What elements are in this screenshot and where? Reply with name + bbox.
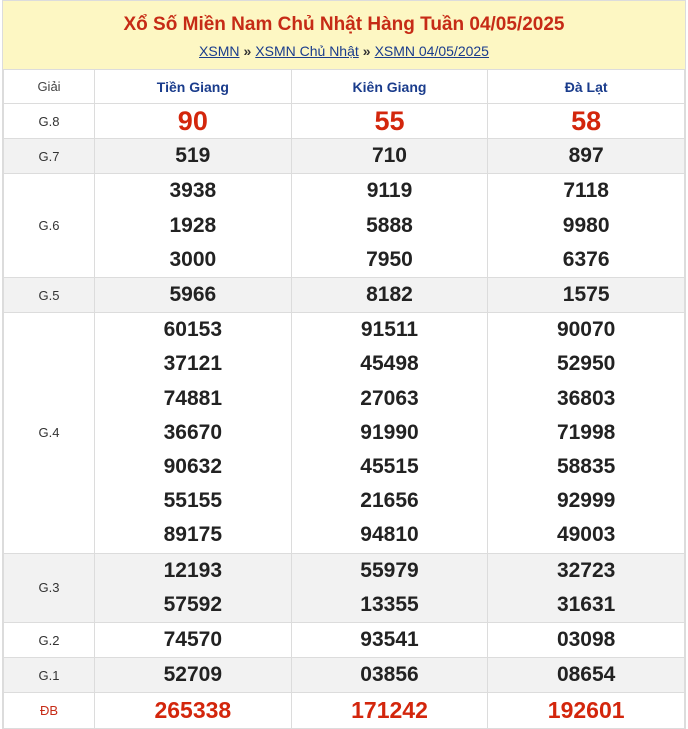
winning-number: 74570 bbox=[163, 628, 223, 652]
result-cell-tien-giang bbox=[95, 313, 292, 553]
table-row bbox=[4, 278, 685, 313]
winning-number: 519 bbox=[175, 144, 211, 168]
result-cell-tien-giang bbox=[95, 693, 292, 728]
result-cell-tien-giang bbox=[95, 623, 292, 658]
result-cell-da-lat bbox=[488, 693, 685, 728]
prize-label: G.4 bbox=[4, 313, 95, 553]
winning-number: 90070 bbox=[556, 318, 616, 342]
winning-number: 8182 bbox=[366, 283, 413, 307]
winning-number: 89175 bbox=[163, 523, 223, 547]
prize-label: ĐB bbox=[4, 693, 95, 728]
winning-number: 71998 bbox=[556, 420, 616, 444]
winning-number: 6376 bbox=[562, 247, 610, 271]
winning-number: 710 bbox=[371, 144, 407, 168]
column-header-da-lat: Đà Lạt bbox=[488, 70, 685, 104]
column-header-tien-giang: Tiền Giang bbox=[95, 70, 292, 104]
result-cell-kien-giang bbox=[291, 623, 488, 658]
winning-number: 94810 bbox=[360, 523, 419, 547]
winning-number: 36803 bbox=[556, 386, 616, 410]
result-cell-tien-giang bbox=[95, 278, 292, 313]
result-cell-da-lat bbox=[488, 313, 685, 553]
winning-number: 90 bbox=[177, 106, 208, 136]
breadcrumb-xsmn-date[interactable]: XSMN 04/05/2025 bbox=[374, 43, 489, 59]
table-row bbox=[4, 313, 685, 553]
table-row bbox=[4, 623, 685, 658]
winning-number: 5888 bbox=[366, 213, 413, 237]
result-cell-da-lat bbox=[488, 139, 685, 174]
winning-number: 32723 bbox=[556, 558, 616, 582]
winning-number: 52709 bbox=[163, 663, 223, 687]
result-cell-da-lat bbox=[488, 104, 685, 139]
table-row bbox=[4, 174, 685, 278]
column-header-prize: Giải bbox=[4, 70, 95, 104]
winning-number: 13355 bbox=[360, 592, 419, 616]
table-row bbox=[4, 139, 685, 174]
winning-number: 1928 bbox=[169, 213, 217, 237]
winning-number: 08654 bbox=[556, 663, 616, 687]
winning-number: 45498 bbox=[360, 352, 419, 376]
winning-number: 92999 bbox=[556, 489, 616, 513]
table-row bbox=[4, 553, 685, 622]
winning-number: 03098 bbox=[556, 628, 616, 652]
table-header-row bbox=[4, 70, 685, 104]
result-cell-da-lat bbox=[488, 623, 685, 658]
result-cell-kien-giang bbox=[291, 278, 488, 313]
prize-label: G.5 bbox=[4, 278, 95, 313]
breadcrumb bbox=[3, 42, 685, 60]
prize-label: G.3 bbox=[4, 553, 95, 622]
prize-label: G.8 bbox=[4, 104, 95, 139]
prize-label: G.1 bbox=[4, 658, 95, 693]
result-cell-tien-giang bbox=[95, 104, 292, 139]
winning-number: 55979 bbox=[360, 558, 419, 582]
winning-number: 3000 bbox=[169, 247, 217, 271]
prize-label: G.6 bbox=[4, 174, 95, 278]
result-cell-da-lat bbox=[488, 278, 685, 313]
winning-number: 55 bbox=[374, 106, 405, 136]
result-cell-da-lat bbox=[488, 658, 685, 693]
winning-number: 31631 bbox=[556, 592, 616, 616]
winning-number: 90632 bbox=[163, 455, 223, 479]
table-row bbox=[4, 693, 685, 728]
result-cell-kien-giang bbox=[291, 174, 488, 278]
breadcrumb-xsmn-sunday[interactable]: XSMN Chủ Nhật bbox=[255, 43, 359, 59]
result-cell-tien-giang bbox=[95, 658, 292, 693]
winning-number: 58 bbox=[571, 106, 602, 136]
winning-number: 21656 bbox=[360, 489, 419, 513]
winning-number: 171242 bbox=[351, 697, 428, 724]
table-row bbox=[4, 104, 685, 139]
winning-number: 49003 bbox=[556, 523, 616, 547]
winning-number: 7118 bbox=[563, 179, 609, 203]
result-cell-da-lat bbox=[488, 174, 685, 278]
prize-label: G.2 bbox=[4, 623, 95, 658]
result-cell-da-lat bbox=[488, 553, 685, 622]
winning-number: 192601 bbox=[547, 697, 625, 724]
winning-number: 9119 bbox=[366, 179, 413, 203]
breadcrumb-xsmn[interactable]: XSMN bbox=[199, 43, 240, 59]
winning-number: 55155 bbox=[163, 489, 223, 513]
winning-number: 74881 bbox=[163, 386, 223, 410]
column-header-kien-giang: Kiên Giang bbox=[291, 70, 488, 104]
winning-number: 37121 bbox=[163, 352, 223, 376]
winning-number: 3938 bbox=[169, 179, 217, 203]
winning-number: 5966 bbox=[169, 283, 217, 307]
results-body bbox=[4, 104, 685, 729]
result-cell-tien-giang bbox=[95, 139, 292, 174]
breadcrumb-separator: » bbox=[243, 43, 252, 59]
result-cell-kien-giang bbox=[291, 313, 488, 553]
result-cell-kien-giang bbox=[291, 693, 488, 728]
table-row bbox=[4, 658, 685, 693]
winning-number: 265338 bbox=[154, 697, 232, 724]
winning-number: 58835 bbox=[556, 455, 616, 479]
lottery-results-panel bbox=[2, 0, 686, 729]
winning-number: 03856 bbox=[360, 663, 419, 687]
result-cell-tien-giang bbox=[95, 174, 292, 278]
result-cell-kien-giang bbox=[291, 104, 488, 139]
result-cell-kien-giang bbox=[291, 139, 488, 174]
results-table bbox=[3, 70, 685, 729]
result-cell-tien-giang bbox=[95, 553, 292, 622]
winning-number: 91511 bbox=[360, 318, 419, 342]
winning-number: 12193 bbox=[163, 558, 223, 582]
result-cell-kien-giang bbox=[291, 658, 488, 693]
winning-number: 45515 bbox=[360, 455, 419, 479]
winning-number: 897 bbox=[568, 144, 604, 168]
winning-number: 93541 bbox=[360, 628, 419, 652]
winning-number: 57592 bbox=[163, 592, 223, 616]
winning-number: 1575 bbox=[562, 283, 610, 307]
winning-number: 27063 bbox=[360, 386, 419, 410]
winning-number: 36670 bbox=[163, 420, 223, 444]
winning-number: 60153 bbox=[163, 318, 223, 342]
page-title: Xổ Số Miền Nam Chủ Nhật Hàng Tuần 04/05/2025 bbox=[123, 14, 565, 35]
winning-number: 52950 bbox=[556, 352, 616, 376]
winning-number: 91990 bbox=[360, 420, 419, 444]
result-cell-kien-giang bbox=[291, 553, 488, 622]
breadcrumb-separator: » bbox=[362, 43, 371, 59]
winning-number: 9980 bbox=[562, 213, 610, 237]
winning-number: 7950 bbox=[366, 247, 413, 271]
prize-label: G.7 bbox=[4, 139, 95, 174]
results-header bbox=[3, 1, 685, 70]
